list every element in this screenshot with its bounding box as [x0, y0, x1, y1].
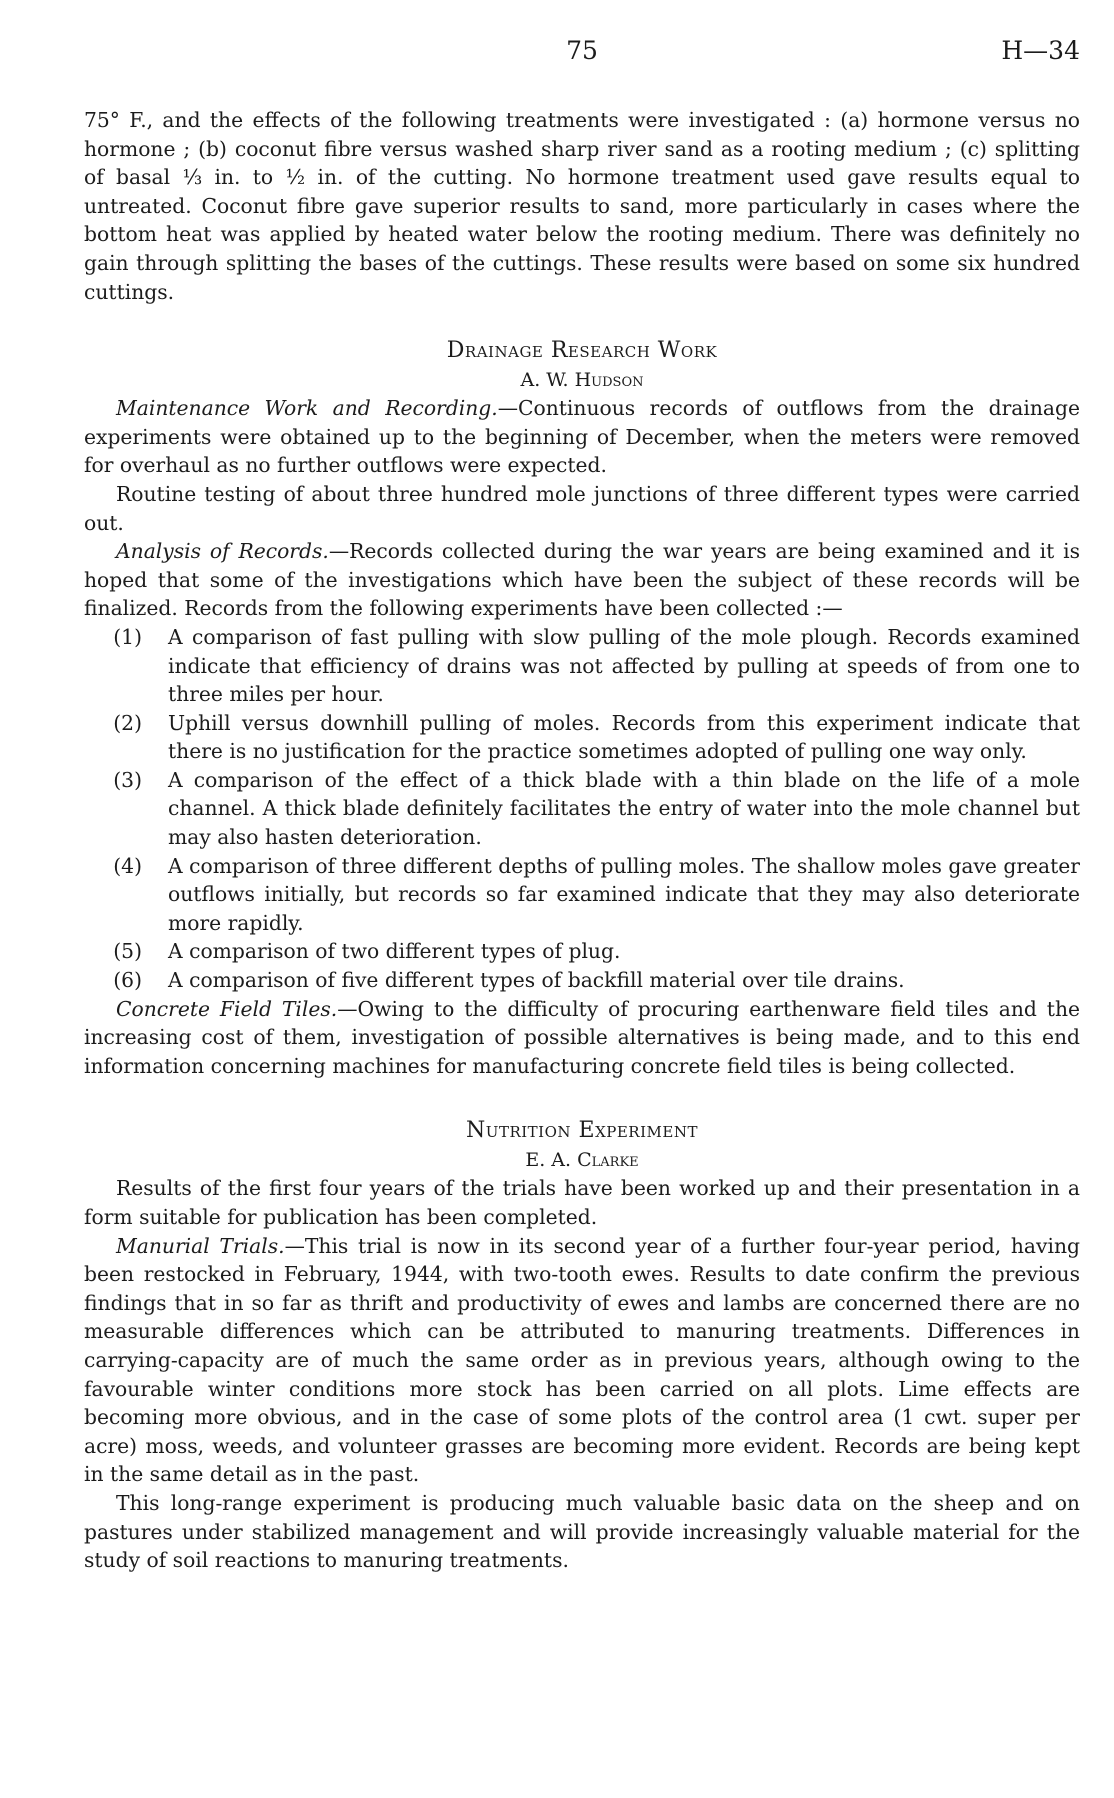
page-header [84, 36, 1080, 76]
maintenance-text: —Continuous records of outflows from the drainage experiments were obtained up to the beginning of December, when the meters were removed for overhaul as no further outflows were expected. [84, 396, 1080, 478]
manurial-paragraph [84, 1232, 1080, 1489]
list-item-number: (1) [113, 624, 142, 649]
maintenance-title: Maintenance Work and Recording. [116, 396, 498, 421]
list-item-number: (2) [113, 710, 142, 735]
list-item-text: A comparison of five different types of backfill material over tile drains. [168, 968, 905, 993]
list-item-text: A comparison of two different types of plug. [168, 939, 621, 964]
list-item [84, 852, 1080, 938]
list-item-text: A comparison of fast pulling with slow pulling of the mole plough. Records examined indicate that efficiency of drains was not affected by pulling at speeds of from one to three miles per hour. [168, 624, 1080, 707]
experiment-list [84, 623, 1080, 995]
tiles-paragraph [84, 995, 1080, 1081]
analysis-paragraph [84, 537, 1080, 623]
intro-paragraph: 75° F., and the effects of the following treatments were investigated : (a) hormone versus no hormone ; (b) coconut fibre versus washed sharp river sand as a rooting medium ; (c) splitting of basal ⅓ in. to ½ in. of the cutting. No hormone treatment used gave results equal to untreated. Coconut fibre gave superior results to sand, more particularly in cases where the bottom heat was applied by heated water below the rooting medium. There was definitely no gain through splitting the bases of the cuttings. These results were based on some six hundred cuttings. [84, 108, 1080, 304]
list-item-text: Uphill versus downhill pulling of moles. Records from this experiment indicate that there is no justification for the practice sometimes adopted of pulling one way only. [168, 710, 1080, 764]
manurial-text: —This trial is now in its second year of a further four-year period, having been restocked in February, 1944, with two-tooth ewes. Results to date confirm the previous findings that in so far as thrift and productivity of ewes and lambs are concerned there are no measurable differences which can be attributed to manuring treatments. Differences in carrying-capacity are of much the same order as in previous years, although owing to the favourable winter conditions more stock has been carried on all plots. Lime effects are becoming more obvious, and in the case of some plots of the control area (1 cwt. super per acre) moss, weeds, and volunteer grasses are becoming more evident. Records are being kept in the same detail as in the past. [84, 1233, 1080, 1487]
list-item-text: A comparison of the effect of a thick blade with a thin blade on the life of a mole channel. A thick blade definitely facilitates the entry of water into the mole channel but may also hasten deterioration. [168, 767, 1080, 850]
page-number: 75 [566, 36, 598, 65]
nutrition-heading: Nutrition Experiment [466, 1118, 698, 1144]
list-item-number: (6) [113, 968, 142, 993]
results-paragraph: Results of the first four years of the trials have been worked up and their presentation in a form suitable for publication has been completed. [84, 1176, 1080, 1229]
list-item-text: A comparison of three different depths of pulling moles. The shallow moles gave greater outflows initially, but records so far examined indicate that they may also deteriorate more rapidly. [168, 853, 1080, 935]
series-reference: H—34 [1001, 36, 1080, 65]
drainage-heading: Drainage Research Work [446, 338, 718, 364]
manurial-title: Manurial Trials. [116, 1233, 285, 1258]
list-item [84, 937, 1080, 966]
page-body [84, 106, 1080, 1575]
list-item-number: (4) [113, 853, 142, 878]
nutrition-author: E. A. Clarke [525, 1149, 639, 1172]
list-item [84, 709, 1080, 766]
routine-paragraph: Routine testing of about three hundred mole junctions of three different types were carried out. [84, 481, 1080, 535]
tiles-text: —Owing to the difficulty of procuring earthenware field tiles and the increasing cost of them, investigation of possible alternatives is being made, and to this end information concerning machines for manufacturing concrete field tiles is being collected. [84, 996, 1081, 1078]
tiles-title: Concrete Field Tiles. [116, 996, 338, 1021]
analysis-title: Analysis of Records. [116, 539, 329, 564]
list-item [84, 966, 1080, 995]
closing-paragraph: This long-range experiment is producing much valuable basic data on the sheep and on pastures under stabilized management and will provide increasingly valuable material for the study of soil reactions to manuring treatments. [84, 1490, 1080, 1573]
drainage-author: A. W. Hudson [520, 369, 644, 392]
list-item [84, 623, 1080, 709]
maintenance-paragraph [84, 394, 1080, 480]
list-item-number: (3) [113, 767, 142, 792]
analysis-text: —Records collected during the war years are being examined and it is hoped that some of the investigations which have been the subject of these records will be finalized. Records from the following experiments have been collected :— [84, 539, 1080, 621]
list-item [84, 766, 1080, 852]
list-item-number: (5) [113, 939, 142, 964]
